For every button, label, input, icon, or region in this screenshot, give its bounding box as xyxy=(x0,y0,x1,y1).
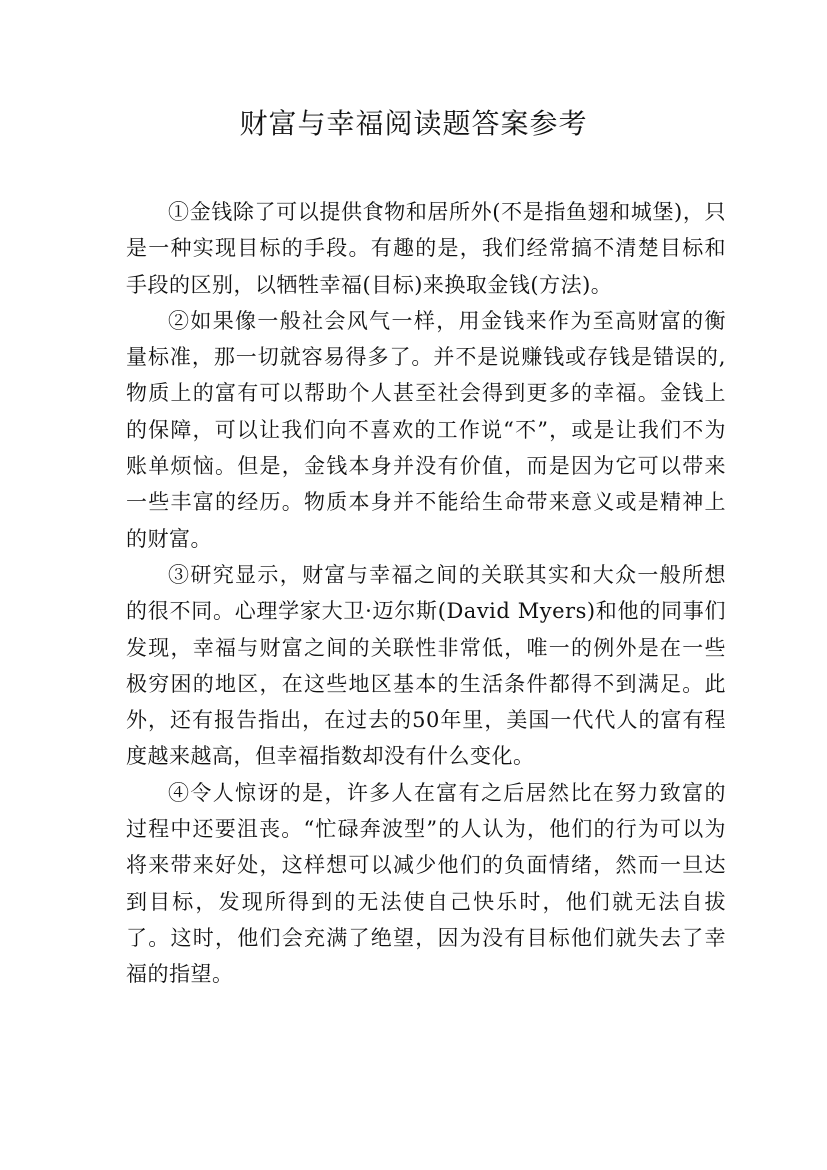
article-body xyxy=(126,194,726,993)
page-title: 财富与幸福阅读题答案参考 xyxy=(239,107,588,140)
paragraph-1: ①金钱除了可以提供食物和居所外(不是指鱼翅和城堡)，只是一种实现目标的手段。有趣的是，我们经常搞不清楚目标和手段的区别，以牺牲幸福(目标)来换取金钱(方法)。 xyxy=(126,200,726,297)
paragraph-4: ④令人惊讶的是，许多人在富有之后居然比在努力致富的过程中还要沮丧。“忙碌奔波型”的人认为，他们的行为可以为将来带来好处，这样想可以减少他们的负面情绪，然而一旦达到目标，发现所得到的无法使自己快乐时，他们就无法自拔了。这时，他们会充满了绝望，因为没有目标他们就失去了幸福的指望。 xyxy=(126,780,726,987)
paragraph-2: ②如果像一般社会风气一样，用金钱来作为至高财富的衡量标准，那一切就容易得多了。并不是说赚钱或存钱是错误的,物质上的富有可以帮助个人甚至社会得到更多的幸福。金钱上的保障，可以让我们向不喜欢的工作说“不”，或是让我们不为账单烦恼。但是，金钱本身并没有价值，而是因为它可以带来一些丰富的经历。物质本身并不能给生命带来意义或是精神上的财富。 xyxy=(126,308,726,551)
paragraph-3: ③研究显示，财富与幸福之间的关联其实和大众一般所想的很不同。心理学家大卫·迈尔斯(David Myers)和他的同事们发现，幸福与财富之间的关联性非常低，唯一的例外是在一些极穷困的地区，在这些地区基本的生活条件都得不到满足。此外，还有报告指出，在过去的50年里，美国一代代人的富有程度越来越高，但幸福指数却没有什么变化。 xyxy=(126,562,726,769)
